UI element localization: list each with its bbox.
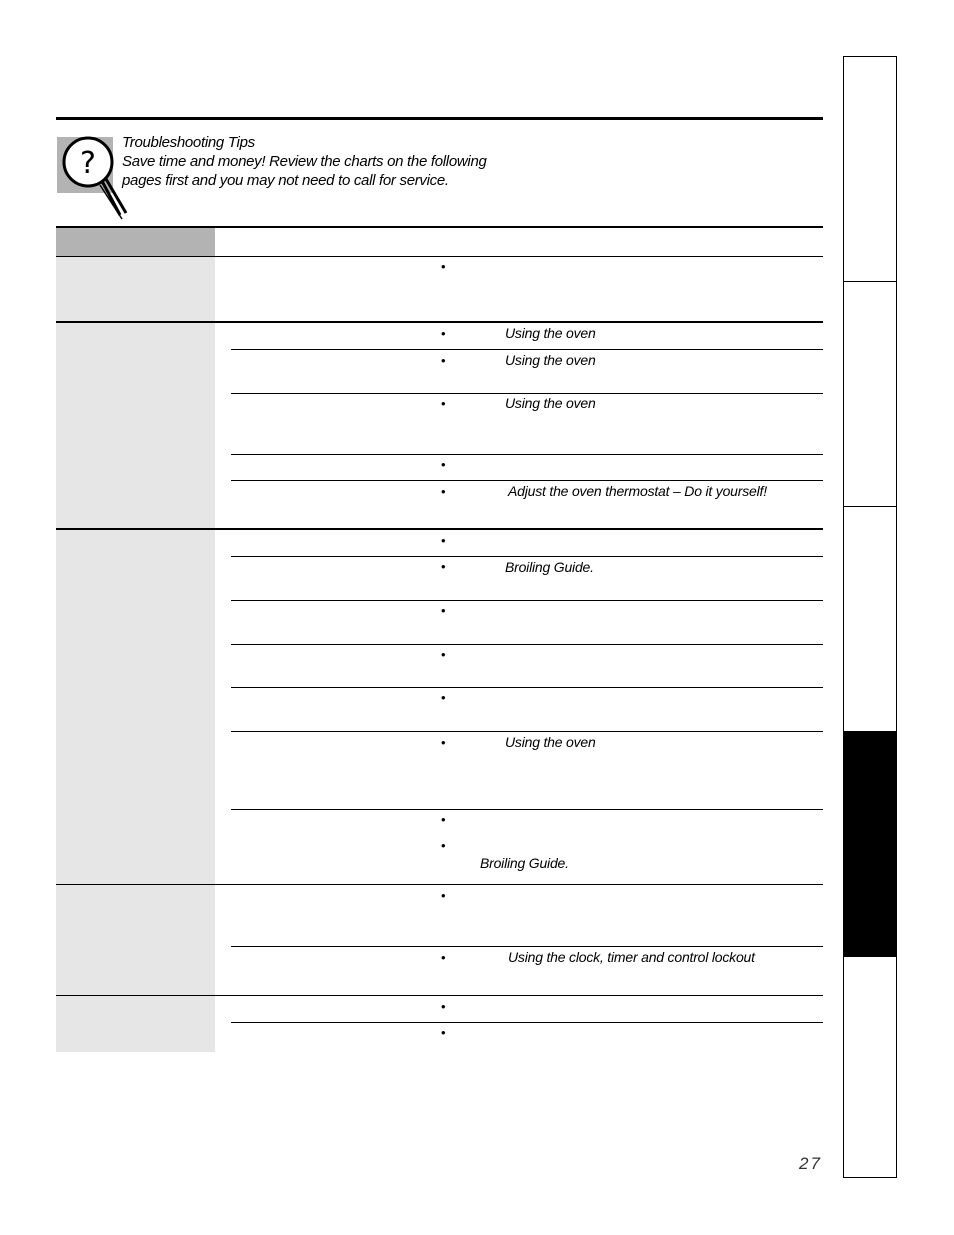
bullet: •: [441, 326, 446, 341]
intro-line-1: Save time and money! Review the charts on the following: [122, 153, 487, 170]
table-header-shade: [56, 228, 215, 256]
row-rule: [231, 946, 823, 947]
bullet: •: [441, 533, 446, 548]
intro-text: [122, 133, 487, 190]
group-rule-2: [56, 528, 823, 530]
header-rule: [56, 117, 823, 120]
bullet: •: [441, 1025, 446, 1040]
bullet: •: [441, 457, 446, 472]
group-2-label-cell: [56, 323, 215, 528]
bullet: •: [441, 647, 446, 662]
side-tab-5[interactable]: [843, 956, 897, 1178]
intro-title: Troubleshooting Tips: [122, 134, 255, 151]
group-rule-1: [56, 321, 823, 323]
bullet: •: [441, 888, 446, 903]
group-rule-3: [56, 884, 823, 885]
cross-reference: Using the oven: [505, 325, 596, 341]
side-tab-3[interactable]: [843, 506, 897, 732]
cross-reference: Using the oven: [505, 352, 596, 368]
bullet: •: [441, 999, 446, 1014]
bullet: •: [441, 559, 446, 574]
cross-reference: Broiling Guide.: [505, 559, 594, 575]
row-rule: [231, 393, 823, 394]
bullet: •: [441, 950, 446, 965]
row-rule: [231, 687, 823, 688]
row-rule: [231, 454, 823, 455]
cross-reference: Using the oven: [505, 395, 596, 411]
bullet: •: [441, 735, 446, 750]
cross-reference: Adjust the oven thermostat – Do it yourself!: [508, 483, 767, 499]
bullet: •: [441, 353, 446, 368]
row-rule: [231, 349, 823, 350]
bullet: •: [441, 812, 446, 827]
group-1-label-cell: [56, 257, 215, 321]
bullet: •: [441, 484, 446, 499]
row-rule: [231, 556, 823, 557]
intro-line-2: pages first and you may not need to call for service.: [122, 172, 449, 189]
row-rule: [231, 480, 823, 481]
row-rule: [231, 809, 823, 810]
group-4-label-cell: [56, 885, 215, 995]
cross-reference: Using the clock, timer and control lockout: [508, 949, 755, 965]
group-5-label-cell: [56, 996, 215, 1052]
page-number: 27: [799, 1154, 822, 1173]
row-rule: [231, 1022, 823, 1023]
cross-reference: Using the oven: [505, 734, 596, 750]
cross-reference: Broiling Guide.: [480, 855, 569, 871]
row-rule: [231, 644, 823, 645]
group-rule-4: [56, 995, 823, 996]
row-rule: [231, 600, 823, 601]
side-tab-active[interactable]: [843, 731, 897, 957]
bullet: •: [441, 603, 446, 618]
bullet: •: [441, 396, 446, 411]
bullet: •: [441, 838, 446, 853]
side-tab-2[interactable]: [843, 281, 897, 507]
bullet: •: [441, 690, 446, 705]
bullet: •: [441, 259, 446, 274]
group-3-label-cell: [56, 530, 215, 884]
row-rule: [231, 731, 823, 732]
side-tab-1[interactable]: [843, 56, 897, 282]
svg-text:?: ?: [80, 146, 96, 181]
